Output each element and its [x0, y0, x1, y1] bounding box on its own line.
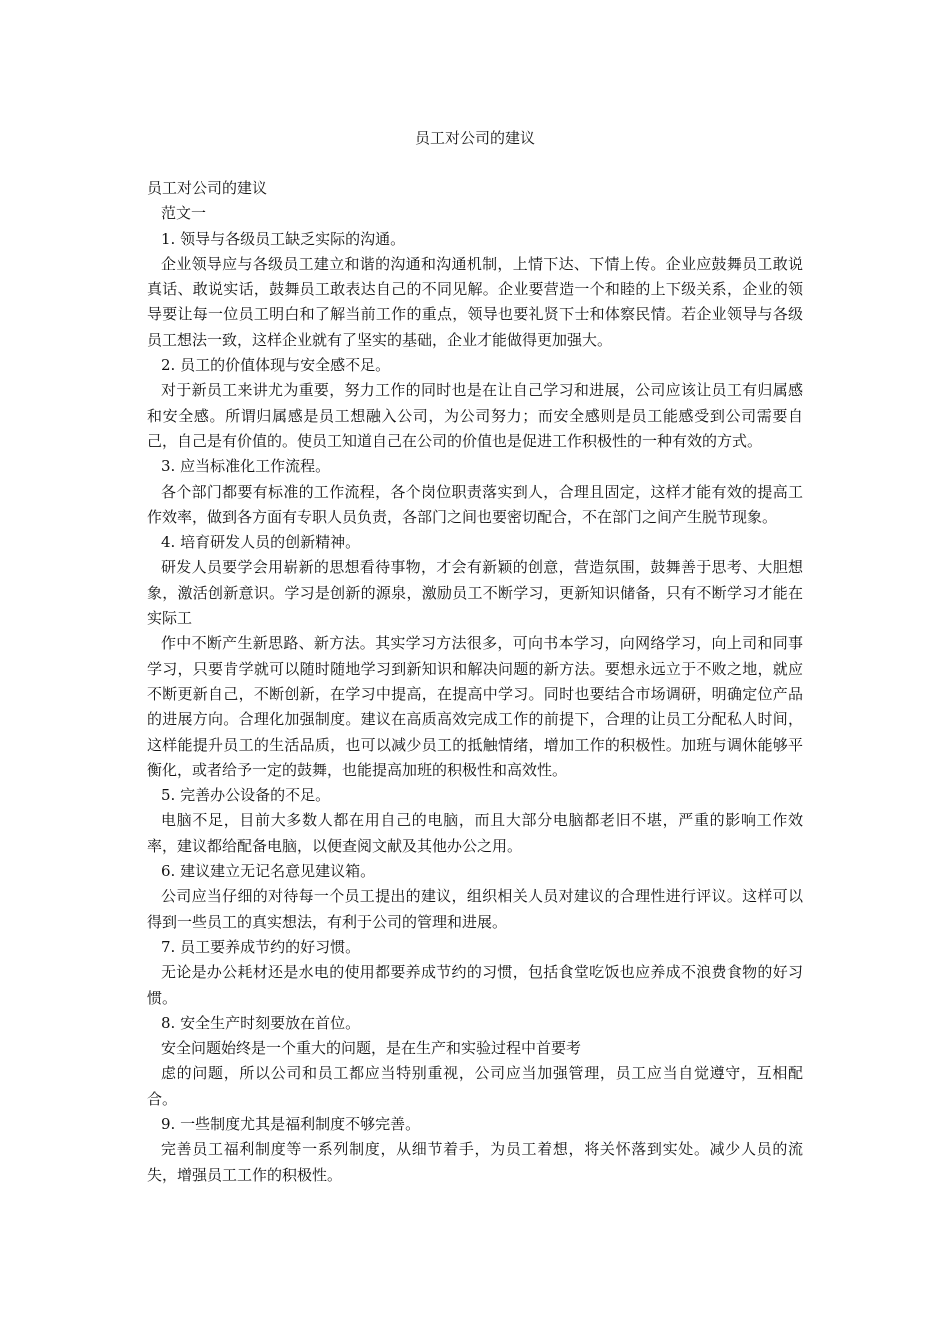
- section-paragraph-5: 电脑不足，目前大多数人都在用自己的电脑，而且大部分电脑都老旧不堪，严重的影响工作效率，建议都给配备电脑，以便查阅文献及其他办公之用。: [147, 811, 803, 855]
- section-heading-4: 4. 培育研发人员的创新精神。: [161, 533, 361, 552]
- document-subtitle: 员工对公司的建议: [147, 179, 268, 197]
- section-paragraph-4b: 作中不断产生新思路、新方法。其实学习方法很多，可向书本学习，向网络学习，向上司和同事学习，只要肯学就可以随时随地学习到新知识和解决问题的新方法。要想永远立于不败之地，就应不断更新自己，不断创新，在学习中提高，在提高中学习。同时也要结合市场调研，明确定位产品的进展方向。合理化加强制度。建议在高质高效完成工作的前提下，合理的让员工分配私人时间，这样能提升员工的生活品质，也可以减少员工的抵触情绪，增加工作的积极性。加班与调休能够平衡化，或者给予一定的鼓舞，也能提高加班的积极性和高效性。: [147, 634, 803, 779]
- section-paragraph-8a: 安全问题始终是一个重大的问题，是在生产和实验过程中首要考: [161, 1039, 582, 1058]
- section-heading-7: 7. 员工要养成节约的好习惯。: [161, 937, 361, 956]
- sample-label: 范文一: [161, 204, 207, 223]
- section-paragraph-1: 企业领导应与各级员工建立和谐的沟通和沟通机制，上情下达、下情上传。企业应鼓舞员工敢说真话、敢说实话，鼓舞员工敢表达自己的不同见解。企业要营造一个和睦的上下级关系，企业的领导要让每一位员工明白和了解当前工作的重点，领导也要礼贤下士和体察民情。若企业领导与各级员工想法一致，这样企业就有了坚实的基础，企业才能做得更加强大。: [147, 254, 803, 349]
- section-paragraph-8b: 虑的问题，所以公司和员工都应当特别重视，公司应当加强管理，员工应当自觉遵守，互相配合。: [147, 1064, 803, 1108]
- section-paragraph-9: 完善员工福利制度等一系列制度，从细节着手，为员工着想，将关怀落到实处。减少人员的流失，增强员工工作的积极性。: [147, 1140, 803, 1184]
- section-heading-3: 3. 应当标准化工作流程。: [161, 457, 331, 476]
- section-heading-8: 8. 安全生产时刻要放在首位。: [161, 1013, 361, 1032]
- section-heading-5: 5. 完善办公设备的不足。: [161, 786, 331, 805]
- section-heading-6: 6. 建议建立无记名意见建议箱。: [161, 862, 376, 881]
- document-body: [147, 176, 803, 1188]
- section-heading-1: 1. 领导与各级员工缺乏实际的沟通。: [161, 229, 406, 248]
- section-paragraph-6: 公司应当仔细的对待每一个员工提出的建议，组织相关人员对建议的合理性进行评议。这样可以得到一些员工的真实想法，有利于公司的管理和进展。: [147, 887, 803, 931]
- section-heading-9: 9. 一些制度尤其是福利制度不够完善。: [161, 1114, 421, 1133]
- section-paragraph-3: 各个部门都要有标准的工作流程，各个岗位职责落实到人，合理且固定，这样才能有效的提高工作效率，做到各方面有专职人员负责，各部门之间也要密切配合，不在部门之间产生脱节现象。: [147, 482, 803, 526]
- section-paragraph-4a: 研发人员要学会用崭新的思想看待事物，才会有新颖的创意，营造氛围，鼓舞善于思考、大胆想象，激活创新意识。学习是创新的源泉，激励员工不断学习，更新知识储备，只有不断学习才能在实际工: [147, 558, 803, 628]
- section-heading-2: 2. 员工的价值体现与安全感不足。: [161, 356, 391, 375]
- section-paragraph-7: 无论是办公耗材还是水电的使用都要养成节约的习惯，包括食堂吃饭也应养成不浪费食物的好习惯。: [147, 963, 803, 1007]
- document-title: 员工对公司的建议: [414, 129, 535, 147]
- section-paragraph-2: 对于新员工来讲尤为重要，努力工作的同时也是在让自己学习和进展，公司应该让员工有归属感和安全感。所谓归属感是员工想融入公司，为公司努力；而安全感则是员工能感受到公司需要自己，自己是有价值的。使员工知道自己在公司的价值也是促进工作积极性的一种有效的方式。: [147, 381, 803, 450]
